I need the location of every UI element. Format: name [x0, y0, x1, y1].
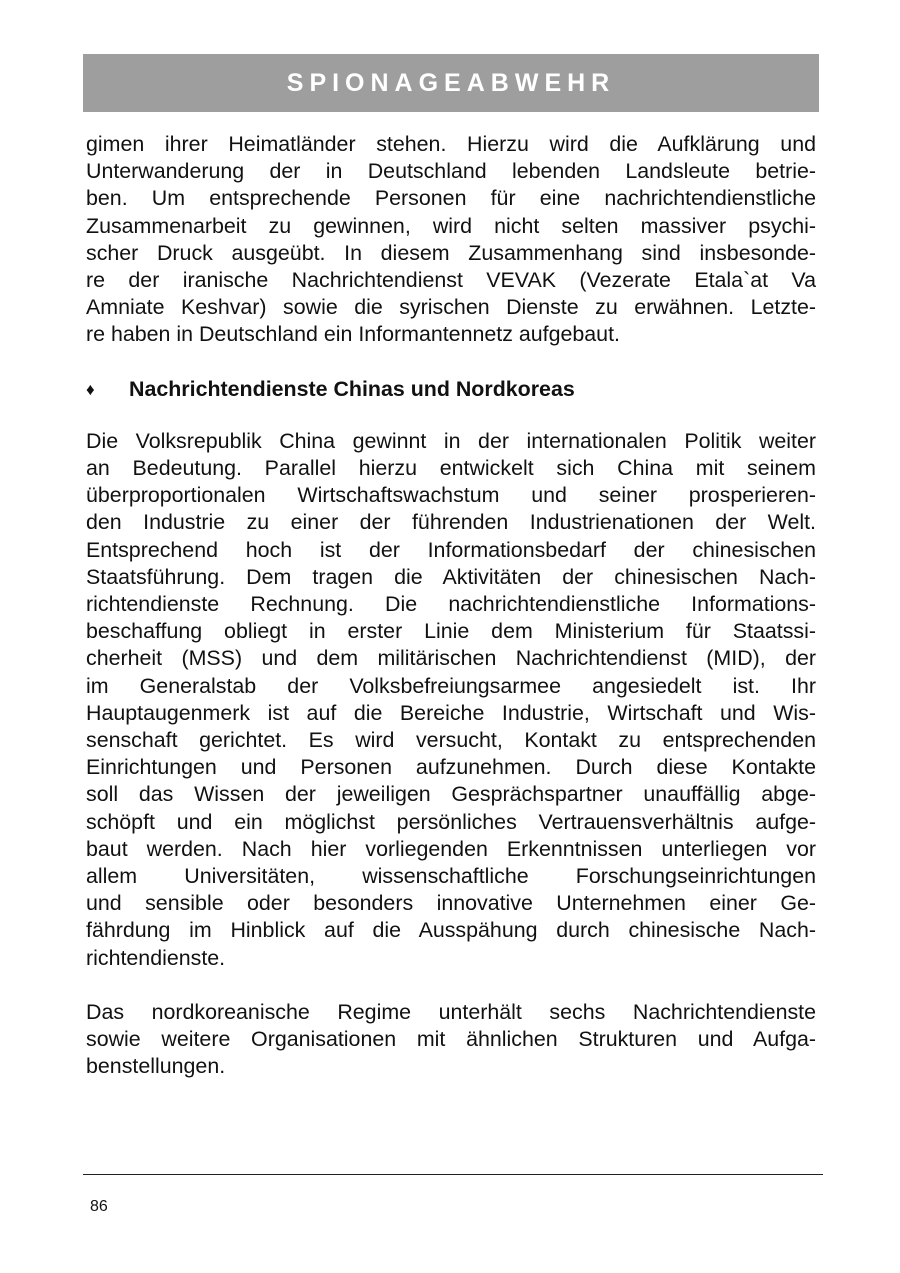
page-number: 86	[90, 1198, 108, 1215]
footer-divider	[83, 1174, 823, 1175]
text-line: cherheit (MSS) und dem militärischen Nachrichtendienst (MID), der	[86, 646, 816, 671]
text-line: den Industrie zu einer der führenden Industrienationen der Welt.	[86, 510, 816, 535]
text-line: re der iranische Nachrichtendienst VEVAK (Vezerate Etala`at Va	[86, 268, 816, 293]
text-line: beschaffung obliegt in erster Linie dem Ministerium für Staatssi-	[86, 619, 816, 644]
text-line: fährdung im Hinblick auf die Ausspähung durch chinesische Nach-	[86, 918, 816, 943]
text-line: ben. Um entsprechende Personen für eine nachrichtendienstliche	[86, 186, 816, 211]
text-line: schöpft und ein möglichst persönliches Vertrauensverhältnis aufge-	[86, 809, 816, 834]
text-line: gimen ihrer Heimatländer stehen. Hierzu wird die Aufklärung und	[86, 132, 816, 156]
text-line: Das nordkoreanische Regime unterhält sechs Nachrichtendienste	[86, 999, 816, 1024]
text-line: sowie weitere Organisationen mit ähnlichen Strukturen und Aufga-	[86, 1027, 816, 1052]
text-line: Unterwanderung der in Deutschland lebenden Landsleute betrie-	[86, 159, 816, 184]
text-line: allem Universitäten, wissenschaftliche Forschungseinrichtungen	[86, 864, 816, 889]
text-line: senschaft gerichtet. Es wird versucht, Kontakt zu entsprechenden	[86, 728, 816, 753]
text-line: Die Volksrepublik China gewinnt in der internationalen Politik weiter	[86, 428, 816, 453]
text-line: überproportionalen Wirtschaftswachstum und seiner prosperieren-	[86, 483, 816, 508]
paragraph-iran-syria	[86, 131, 816, 349]
paragraph-north-korea	[86, 999, 816, 1081]
section-header-title: SPIONAGEABWEHR	[286, 68, 616, 97]
text-line: Entsprechend hoch ist der Informationsbedarf der chinesischen	[86, 537, 816, 562]
text-line: scher Druck ausgeübt. In diesem Zusammenhang sind insbesonde-	[86, 240, 816, 265]
text-line: baut werden. Nach hier vorliegenden Erkenntnissen unterliegen vor	[86, 836, 816, 861]
text-line: Amniate Keshvar) sowie die syrischen Dienste zu erwähnen. Letzte-	[86, 295, 816, 320]
section-heading-text: Nachrichtendienste Chinas und Nordkoreas	[129, 376, 575, 401]
section-heading-china-north-korea	[86, 376, 816, 403]
text-line: Staatsführung. Dem tragen die Aktivitäten der chinesischen Nach-	[86, 564, 816, 589]
diamond-bullet-icon: ♦	[86, 379, 95, 399]
page-content	[86, 131, 816, 1081]
text-line: re haben in Deutschland ein Informantennetz aufgebaut.	[86, 322, 620, 347]
text-line: und sensible oder besonders innovative Unternehmen einer Ge-	[86, 891, 816, 916]
text-line: Zusammenarbeit zu gewinnen, wird nicht selten massiver psychi-	[86, 213, 816, 238]
paragraph-china	[86, 428, 816, 972]
text-line: Einrichtungen und Personen aufzunehmen. Durch diese Kontakte	[86, 755, 816, 780]
section-header-bar	[83, 54, 819, 112]
text-line: an Bedeutung. Parallel hierzu entwickelt sich China mit seinem	[86, 456, 816, 481]
text-line: Hauptaugenmerk ist auf die Bereiche Industrie, Wirtschaft und Wis-	[86, 700, 816, 725]
text-line: richtendienste Rechnung. Die nachrichtendienstliche Informations-	[86, 592, 816, 617]
text-line: benstellungen.	[86, 1054, 226, 1079]
text-line: im Generalstab der Volksbefreiungsarmee angesiedelt ist. Ihr	[86, 673, 816, 698]
text-line: soll das Wissen der jeweiligen Gesprächspartner unauffällig abge-	[86, 782, 816, 807]
text-line: richtendienste.	[86, 945, 226, 970]
